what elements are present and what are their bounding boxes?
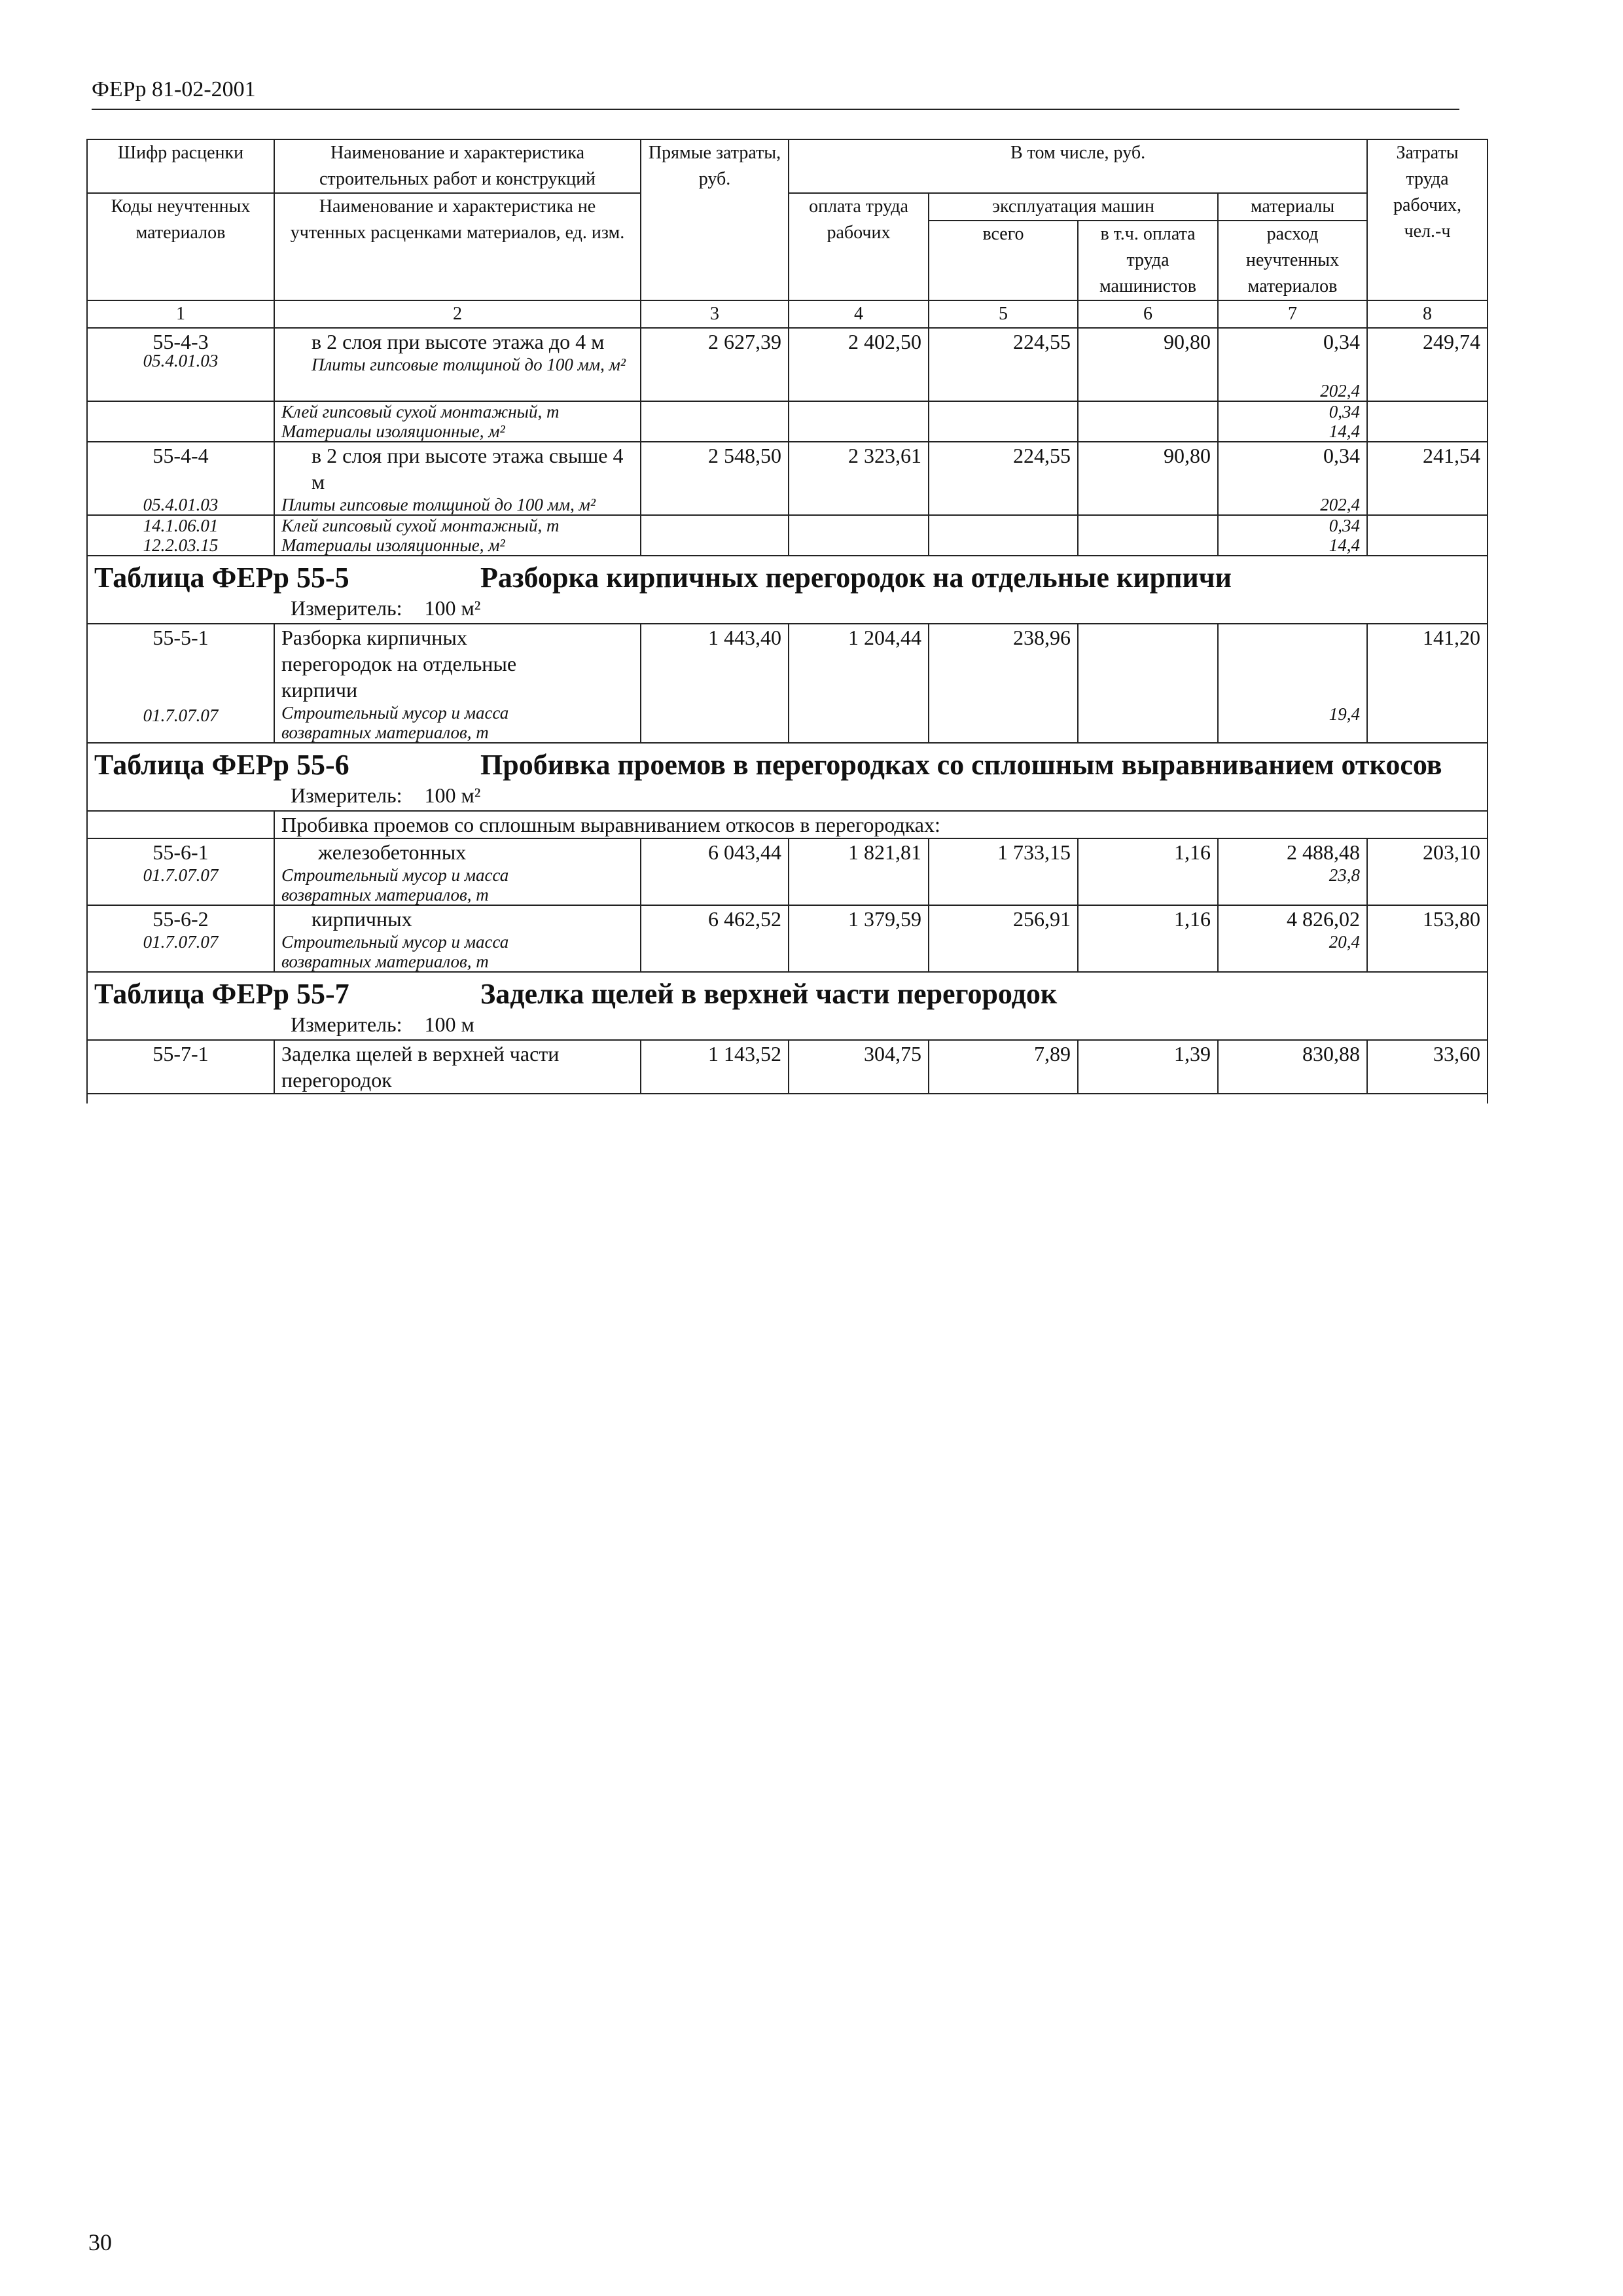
rate-code <box>87 838 274 905</box>
work-name <box>274 328 641 401</box>
direct-cost: 6 462,52 <box>641 905 789 972</box>
material-names <box>274 515 641 556</box>
material-name: Клей гипсовый сухой монтажный, т <box>281 516 560 535</box>
material-names <box>274 401 641 442</box>
header-materials-consumption: расход неучтенных материалов <box>1218 221 1367 300</box>
header-machines: эксплуатация машин <box>929 193 1218 221</box>
section-name: Пробивка проемов в перегородках со сплошным выравниванием откосов <box>480 749 1442 781</box>
material-quantity: 202,4 <box>1320 495 1361 514</box>
column-number: 4 <box>789 300 929 328</box>
work-name-text: Разборка кирпичных перегородок на отдельные кирпичи <box>281 626 517 702</box>
material-code: 01.7.07.07 <box>143 932 219 952</box>
work-name <box>274 442 641 515</box>
header-materials: материалы <box>1218 193 1367 221</box>
machinist-wage: 1,16 <box>1078 905 1218 972</box>
header-labor-hours: Затраты труда рабочих, чел.-ч <box>1367 139 1488 300</box>
material-name: Строительный мусор и масса возвратных материалов, т <box>281 932 509 971</box>
column-number: 2 <box>274 300 641 328</box>
material-code: 05.4.01.03 <box>143 495 219 514</box>
rate-code <box>87 442 274 515</box>
measure-unit-label: Измеритель: <box>291 783 402 807</box>
table-title-row <box>87 743 1488 811</box>
material-quantity: 20,4 <box>1329 932 1361 952</box>
material-quantity: 19,4 <box>1329 704 1361 724</box>
header-code: Шифр расценки <box>87 139 274 193</box>
table-row <box>87 838 1488 905</box>
machines-total: 224,55 <box>929 328 1078 401</box>
materials-value: 4 826,02 <box>1287 907 1361 931</box>
labor-wage: 304,75 <box>789 1040 929 1094</box>
material-code: 05.4.01.03 <box>143 351 219 370</box>
table-row <box>87 442 1488 515</box>
materials-cost <box>1218 905 1367 972</box>
rate-code-text: 55-5-1 <box>152 626 209 649</box>
section-label: Таблица ФЕРр 55-7 <box>94 978 349 1010</box>
header-material-codes: Коды неучтенных материалов <box>87 193 274 300</box>
machinist-wage: 1,39 <box>1078 1040 1218 1094</box>
measure-unit-label: Измеритель: <box>291 596 402 620</box>
work-name <box>274 1040 641 1094</box>
work-name-text: Заделка щелей в верхней части перегородок <box>281 1042 560 1092</box>
materials-value: 0,34 <box>1323 444 1361 467</box>
material-name: Плиты гипсовые толщиной до 100 мм, м² <box>312 355 626 374</box>
header-including: В том числе, руб. <box>789 139 1367 193</box>
table-row <box>87 624 1488 743</box>
labor-hours: 33,60 <box>1367 1040 1488 1094</box>
work-name <box>274 838 641 905</box>
labor-hours: 153,80 <box>1367 905 1488 972</box>
materials-cost <box>1218 442 1367 515</box>
machines-total: 238,96 <box>929 624 1078 743</box>
direct-cost: 1 443,40 <box>641 624 789 743</box>
group-row <box>87 811 1488 838</box>
column-number-row <box>87 300 1488 328</box>
measure-unit <box>291 1012 1480 1037</box>
material-quantity: 23,8 <box>1329 865 1361 885</box>
rate-code-text: 55-4-4 <box>152 444 209 467</box>
header-labor-wage: оплата труда рабочих <box>789 193 929 300</box>
document-header: ФЕРр 81-02-2001 <box>92 77 256 101</box>
rate-code <box>87 905 274 972</box>
material-name: Строительный мусор и масса возвратных материалов, т <box>281 703 509 742</box>
table-row <box>87 1040 1488 1094</box>
rate-code: 55-4-3 <box>87 328 274 401</box>
work-name <box>274 905 641 972</box>
material-quantity: 202,4 <box>1320 381 1361 401</box>
column-number: 7 <box>1218 300 1367 328</box>
measure-unit <box>291 596 1480 620</box>
material-code: 01.7.07.07 <box>143 706 219 725</box>
rate-code <box>87 624 274 743</box>
labor-wage: 1 379,59 <box>789 905 929 972</box>
work-name <box>274 624 641 743</box>
rate-code-text: 55-6-2 <box>152 907 209 931</box>
machines-total: 224,55 <box>929 442 1078 515</box>
section-title <box>87 743 1488 811</box>
section-title <box>87 972 1488 1040</box>
group-title: Пробивка проемов со сплошным выравниванием откосов в перегородках: <box>274 811 1488 838</box>
header-material-names: Наименование и характеристика не учтенных расценками материалов, ед. изм. <box>274 193 641 300</box>
work-name-text: кирпичных <box>312 907 412 931</box>
labor-wage: 1 204,44 <box>789 624 929 743</box>
column-number: 6 <box>1078 300 1218 328</box>
measure-unit-value: 100 м² <box>424 783 481 807</box>
direct-cost: 2 548,50 <box>641 442 789 515</box>
table-end-row <box>87 1094 1488 1103</box>
table-row <box>87 401 1488 442</box>
material-code: 01.7.07.07 <box>143 865 219 885</box>
header-name: Наименование и характеристика строительных работ и конструкций <box>274 139 641 193</box>
materials-value: 2 488,48 <box>1287 840 1361 864</box>
column-number: 1 <box>87 300 274 328</box>
table-row <box>87 905 1488 972</box>
materials-cost: 830,88 <box>1218 1040 1367 1094</box>
work-name-text: железобетонных <box>318 840 467 864</box>
header-machines-total: всего <box>929 221 1078 300</box>
material-codes <box>87 515 274 556</box>
labor-hours: 141,20 <box>1367 624 1488 743</box>
materials-cost <box>1218 838 1367 905</box>
section-label: Таблица ФЕРр 55-6 <box>94 749 349 781</box>
measure-unit <box>291 783 1480 808</box>
machines-total: 1 733,15 <box>929 838 1078 905</box>
header-machinist-wage: в т.ч. оплата труда машинистов <box>1078 221 1218 300</box>
measure-unit-value: 100 м² <box>424 596 481 620</box>
machinist-wage: 90,80 <box>1078 328 1218 401</box>
labor-hours: 203,10 <box>1367 838 1488 905</box>
table-title-row <box>87 972 1488 1040</box>
materials-value: 0,34 <box>1323 330 1361 353</box>
direct-cost: 1 143,52 <box>641 1040 789 1094</box>
labor-wage: 2 323,61 <box>789 442 929 515</box>
materials-cost <box>1218 328 1367 401</box>
table-title-row <box>87 556 1488 624</box>
material-code: 12.2.03.15 <box>143 535 219 555</box>
header-rule <box>92 109 1459 110</box>
labor-wage: 1 821,81 <box>789 838 929 905</box>
material-code: 14.1.06.01 <box>143 516 219 535</box>
material-name: Строительный мусор и масса возвратных материалов, т <box>281 865 509 905</box>
material-name: Материалы изоляционные, м² <box>281 535 505 555</box>
material-name: Клей гипсовый сухой монтажный, т <box>281 402 560 422</box>
work-name-text: в 2 слоя при высоте этажа свыше 4 м <box>312 444 624 493</box>
labor-hours: 249,74 <box>1367 328 1488 401</box>
section-name: Разборка кирпичных перегородок на отдельные кирпичи <box>480 562 1232 594</box>
material-codes <box>87 351 274 442</box>
materials-cost <box>1218 624 1367 743</box>
labor-wage: 2 402,50 <box>789 328 929 401</box>
machines-total: 256,91 <box>929 905 1078 972</box>
page-number: 30 <box>88 2229 112 2255</box>
column-number: 3 <box>641 300 789 328</box>
labor-hours: 241,54 <box>1367 442 1488 515</box>
material-quantity: 14,4 <box>1329 422 1361 441</box>
rate-code: 55-7-1 <box>87 1040 274 1094</box>
machinist-wage: 1,16 <box>1078 838 1218 905</box>
material-quantity: 14,4 <box>1329 535 1361 555</box>
work-name-text: в 2 слоя при высоте этажа до 4 м <box>312 330 605 353</box>
material-quantity: 0,34 <box>1329 402 1361 422</box>
machinist-wage: 90,80 <box>1078 442 1218 515</box>
section-name: Заделка щелей в верхней части перегородок <box>480 978 1058 1010</box>
material-quantity: 0,34 <box>1329 516 1361 535</box>
measure-unit-value: 100 м <box>424 1013 474 1036</box>
material-name: Плиты гипсовые толщиной до 100 мм, м² <box>281 495 596 514</box>
direct-cost: 6 043,44 <box>641 838 789 905</box>
table-header-row <box>87 139 1488 193</box>
column-number: 8 <box>1367 300 1488 328</box>
rate-code-text: 55-6-1 <box>152 840 209 864</box>
machines-total: 7,89 <box>929 1040 1078 1094</box>
material-name: Материалы изоляционные, м² <box>281 422 505 441</box>
measure-unit-label: Измеритель: <box>291 1013 402 1036</box>
price-table <box>86 139 1488 1103</box>
table-row <box>87 328 1488 401</box>
header-direct-cost: Прямые затраты, руб. <box>641 139 789 300</box>
direct-cost: 2 627,39 <box>641 328 789 401</box>
section-title <box>87 556 1488 624</box>
column-number: 5 <box>929 300 1078 328</box>
section-label: Таблица ФЕРр 55-5 <box>94 562 349 594</box>
table-row <box>87 515 1488 556</box>
